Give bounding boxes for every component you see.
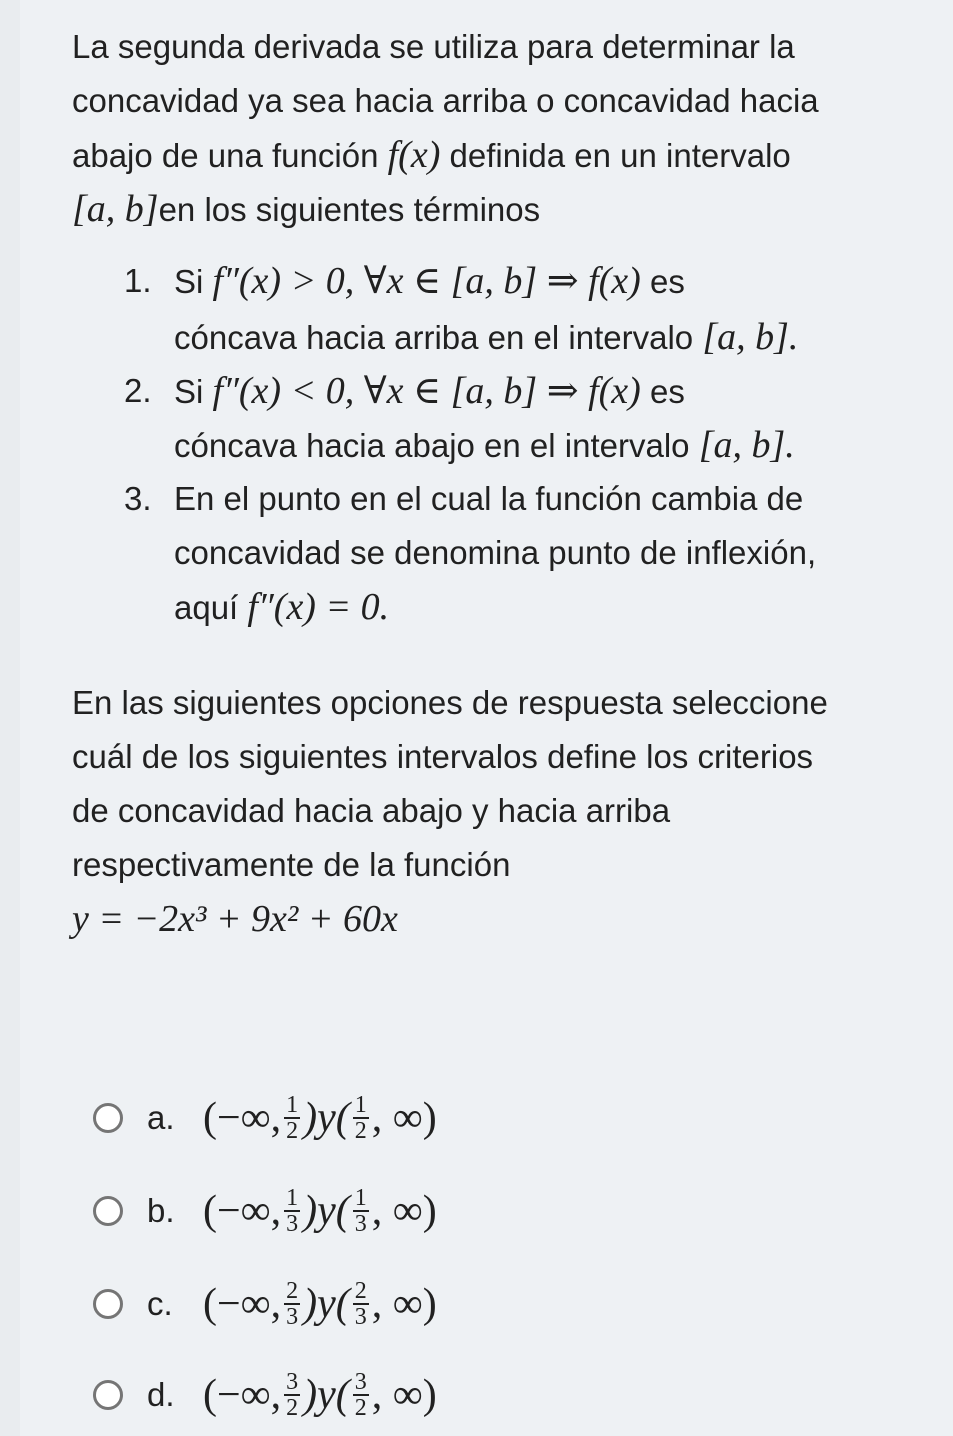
interval-math: [a, b] [72, 188, 159, 230]
option-c-den-2: 3 [354, 1304, 367, 1330]
criterion-2-post: es [640, 373, 685, 410]
option-c-fraction-2 [353, 1279, 369, 1329]
criterion-3-line-3-text: aquí [174, 589, 248, 626]
criterion-1-post: es [640, 263, 685, 300]
criterion-1-pre: Si [174, 263, 213, 300]
option-b-num-1: 1 [286, 1185, 299, 1211]
option-c-den-1: 3 [286, 1304, 299, 1330]
criterion-3-line-1: En el punto en el cual la función cambia de [174, 480, 804, 517]
option-d-num-2: 3 [354, 1369, 367, 1395]
option-c[interactable] [93, 1269, 437, 1339]
option-a-den-1: 2 [286, 1118, 299, 1144]
option-b-mid: )y( [303, 1188, 350, 1234]
option-c-num-1: 2 [286, 1278, 299, 1304]
criterion-3-line-3 [174, 580, 389, 635]
option-d-letter: d. [147, 1376, 175, 1413]
option-a-math [203, 1093, 437, 1143]
option-b-close: , ∞) [371, 1188, 437, 1234]
option-d-open: (−∞, [203, 1372, 282, 1418]
option-b-open: (−∞, [203, 1188, 282, 1234]
option-c-fraction-1 [284, 1279, 300, 1329]
option-a-num-1: 1 [286, 1092, 299, 1118]
criterion-2-math: f″(x) < 0, ∀x ∈ [a, b] ⇒ f(x) [212, 370, 641, 412]
option-d-fraction-2 [353, 1370, 369, 1420]
option-b-num-2: 1 [354, 1185, 367, 1211]
option-b-den-2: 3 [354, 1211, 367, 1237]
option-a-fraction-2 [353, 1093, 369, 1143]
option-b-fraction-1 [284, 1186, 300, 1236]
question-line-2: cuál de los siguientes intervalos define los criterios [72, 738, 814, 775]
intro-line-2: concavidad ya sea hacia arriba o concavidad hacia [72, 82, 819, 119]
option-b-fraction-2 [353, 1186, 369, 1236]
intro-line-4 [72, 182, 540, 237]
option-d-mid: )y( [303, 1372, 350, 1418]
option-a-close: , ∞) [371, 1095, 437, 1141]
criterion-1-number: 1. [124, 262, 152, 299]
criterion-1-line-2-text: cóncava hacia arriba en el intervalo [174, 319, 703, 356]
intro-line-1: La segunda derivada se utiliza para determinar la [72, 28, 795, 65]
option-d-close: , ∞) [371, 1372, 437, 1418]
option-c-mid: )y( [303, 1281, 350, 1327]
option-d-den-1: 2 [286, 1395, 299, 1421]
criterion-1-interval: [a, b]. [702, 316, 799, 358]
option-c-open: (−∞, [203, 1281, 282, 1327]
option-d-den-2: 2 [354, 1395, 367, 1421]
criterion-2-interval: [a, b]. [698, 424, 795, 466]
criterion-1-math: f″(x) > 0, ∀x ∈ [a, b] ⇒ f(x) [212, 260, 641, 302]
option-a[interactable] [93, 1083, 437, 1153]
criterion-2-number: 2. [124, 372, 152, 409]
option-d-num-1: 3 [286, 1369, 299, 1395]
option-b[interactable] [93, 1176, 437, 1246]
criterion-3-line-2: concavidad se denomina punto de inflexión, [174, 534, 817, 571]
option-a-open: (−∞, [203, 1095, 282, 1141]
criterion-2-line-2 [174, 418, 795, 473]
option-c-radio[interactable] [93, 1289, 123, 1319]
intro-line-3 [72, 128, 791, 183]
criterion-3-math: f″(x) = 0. [247, 586, 390, 628]
option-d[interactable] [93, 1360, 437, 1430]
criterion-1-line-2 [174, 310, 798, 365]
option-b-radio[interactable] [93, 1196, 123, 1226]
question-line-1: En las siguientes opciones de respuesta seleccione [72, 684, 828, 721]
option-a-radio[interactable] [93, 1103, 123, 1133]
option-a-den-2: 2 [354, 1118, 367, 1144]
option-c-num-2: 2 [354, 1278, 367, 1304]
criterion-2-line-1 [174, 364, 685, 419]
intro-line-4-post: en los siguientes términos [158, 191, 541, 228]
question-line-3: de concavidad hacia abajo y hacia arriba [72, 792, 671, 829]
option-a-fraction-1 [284, 1093, 300, 1143]
intro-line-3-post: definida en un intervalo [440, 137, 791, 174]
question-line-4: respectivamente de la función [72, 846, 511, 883]
option-c-close: , ∞) [371, 1281, 437, 1327]
option-c-letter: c. [147, 1285, 173, 1322]
option-a-mid: )y( [303, 1095, 350, 1141]
question-function: y = −2x³ + 9x² + 60x [72, 898, 398, 940]
option-a-num-2: 1 [354, 1092, 367, 1118]
intro-line-3-pre: abajo de una función [72, 137, 388, 174]
option-b-math [203, 1186, 437, 1236]
option-b-letter: b. [147, 1192, 175, 1229]
option-d-fraction-1 [284, 1370, 300, 1420]
option-d-math [203, 1370, 437, 1420]
intro-function-math: f(x) [387, 134, 441, 176]
option-c-math [203, 1279, 437, 1329]
option-b-den-1: 3 [286, 1211, 299, 1237]
criterion-1-line-1 [174, 254, 685, 309]
criterion-2-pre: Si [174, 373, 213, 410]
option-a-letter: a. [147, 1099, 175, 1136]
criterion-3-number: 3. [124, 480, 152, 517]
option-d-radio[interactable] [93, 1380, 123, 1410]
criterion-2-line-2-text: cóncava hacia abajo en el intervalo [174, 427, 699, 464]
